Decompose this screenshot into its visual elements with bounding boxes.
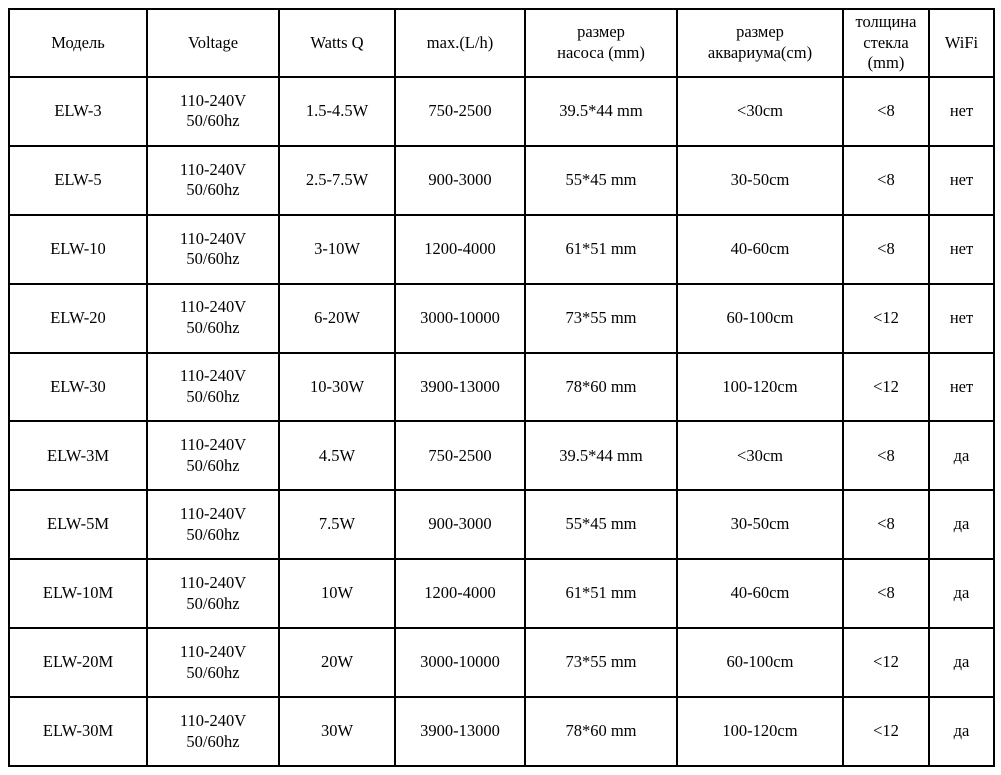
column-header-glass-thickness: [843, 9, 929, 77]
cell-wifi: нет: [929, 146, 994, 215]
column-header-glass-thickness-line1: толщина: [855, 12, 917, 31]
cell-voltage-line2: 50/60hz: [186, 111, 240, 131]
cell-watts: 2.5-7.5W: [279, 146, 395, 215]
cell-wifi: нет: [929, 284, 994, 353]
column-header-pump-size-line2: насоса (mm): [557, 42, 645, 62]
column-header-aquarium-size-line2: аквариума(cm): [707, 42, 813, 62]
cell-aquarium-size: 100-120cm: [677, 697, 843, 766]
cell-voltage-line1: 110-240V: [179, 573, 247, 593]
cell-model: ELW-5: [9, 146, 147, 215]
cell-wifi: да: [929, 697, 994, 766]
cell-voltage: [147, 697, 279, 766]
column-header-pump-size-line1: размер: [577, 22, 625, 42]
cell-pump-size: 61*51 mm: [525, 215, 677, 284]
table-row: [9, 421, 994, 490]
cell-model: ELW-10: [9, 215, 147, 284]
column-header-wifi: WiFi: [929, 9, 994, 77]
cell-aquarium-size: 60-100cm: [677, 284, 843, 353]
cell-aquarium-size: 40-60cm: [677, 559, 843, 628]
cell-pump-size: 39.5*44 mm: [525, 77, 677, 146]
column-header-aquarium-size: [677, 9, 843, 77]
column-header-pump-size: [525, 9, 677, 77]
cell-voltage-line1: 110-240V: [179, 710, 247, 730]
cell-voltage: [147, 628, 279, 697]
cell-max-flow: 1200-4000: [395, 559, 525, 628]
cell-pump-size: 73*55 mm: [525, 628, 677, 697]
cell-pump-size: 78*60 mm: [525, 697, 677, 766]
cell-voltage-line1: 110-240V: [179, 641, 247, 661]
table-row: [9, 697, 994, 766]
column-header-glass-thickness-line2: стекла: [863, 32, 909, 52]
cell-wifi: да: [929, 628, 994, 697]
cell-watts: 7.5W: [279, 490, 395, 559]
cell-watts: 10-30W: [279, 353, 395, 422]
column-header-voltage: Voltage: [147, 9, 279, 77]
cell-model: ELW-30: [9, 353, 147, 422]
cell-pump-size: 39.5*44 mm: [525, 421, 677, 490]
table-header-row: [9, 9, 994, 77]
cell-max-flow: 3900-13000: [395, 697, 525, 766]
cell-model: ELW-5M: [9, 490, 147, 559]
cell-glass-thickness: <12: [843, 697, 929, 766]
cell-glass-thickness: <12: [843, 353, 929, 422]
cell-pump-size: 55*45 mm: [525, 490, 677, 559]
cell-max-flow: 750-2500: [395, 421, 525, 490]
cell-max-flow: 3000-10000: [395, 628, 525, 697]
cell-voltage-line2: 50/60hz: [186, 731, 240, 751]
cell-voltage: [147, 353, 279, 422]
table-body: [9, 77, 994, 766]
cell-watts: 20W: [279, 628, 395, 697]
cell-voltage-line2: 50/60hz: [186, 386, 240, 406]
column-header-aquarium-size-line1: размер: [736, 22, 784, 42]
cell-wifi: нет: [929, 353, 994, 422]
table-row: [9, 353, 994, 422]
table-row: [9, 146, 994, 215]
product-specification-table: [8, 8, 995, 767]
table-row: [9, 559, 994, 628]
table-row: [9, 490, 994, 559]
cell-voltage-line2: 50/60hz: [186, 318, 240, 338]
cell-wifi: да: [929, 559, 994, 628]
cell-glass-thickness: <12: [843, 628, 929, 697]
cell-pump-size: 78*60 mm: [525, 353, 677, 422]
cell-voltage-line2: 50/60hz: [186, 524, 240, 544]
cell-max-flow: 750-2500: [395, 77, 525, 146]
cell-aquarium-size: 60-100cm: [677, 628, 843, 697]
cell-voltage: [147, 421, 279, 490]
column-header-model: Модель: [9, 9, 147, 77]
cell-voltage-line2: 50/60hz: [186, 455, 240, 475]
cell-model: ELW-3: [9, 77, 147, 146]
cell-watts: 30W: [279, 697, 395, 766]
cell-voltage-line2: 50/60hz: [186, 662, 240, 682]
cell-voltage: [147, 215, 279, 284]
cell-watts: 4.5W: [279, 421, 395, 490]
cell-aquarium-size: 100-120cm: [677, 353, 843, 422]
table-row: [9, 628, 994, 697]
cell-voltage: [147, 146, 279, 215]
column-header-glass-thickness-line3: (mm): [867, 53, 905, 73]
cell-voltage: [147, 77, 279, 146]
cell-model: ELW-20: [9, 284, 147, 353]
cell-voltage: [147, 284, 279, 353]
cell-voltage-line2: 50/60hz: [186, 593, 240, 613]
cell-glass-thickness: <8: [843, 146, 929, 215]
cell-watts: 10W: [279, 559, 395, 628]
cell-pump-size: 55*45 mm: [525, 146, 677, 215]
cell-aquarium-size: <30cm: [677, 77, 843, 146]
cell-voltage-line2: 50/60hz: [186, 180, 240, 200]
cell-aquarium-size: 40-60cm: [677, 215, 843, 284]
cell-voltage-line1: 110-240V: [179, 366, 247, 386]
cell-wifi: да: [929, 490, 994, 559]
cell-pump-size: 73*55 mm: [525, 284, 677, 353]
cell-voltage-line1: 110-240V: [179, 435, 247, 455]
cell-max-flow: 3000-10000: [395, 284, 525, 353]
cell-max-flow: 900-3000: [395, 490, 525, 559]
cell-max-flow: 900-3000: [395, 146, 525, 215]
cell-model: ELW-20M: [9, 628, 147, 697]
table-header: [9, 9, 994, 77]
cell-glass-thickness: <8: [843, 421, 929, 490]
cell-wifi: нет: [929, 77, 994, 146]
cell-glass-thickness: <8: [843, 559, 929, 628]
cell-aquarium-size: <30cm: [677, 421, 843, 490]
cell-wifi: нет: [929, 215, 994, 284]
column-header-watts: Watts Q: [279, 9, 395, 77]
cell-glass-thickness: <8: [843, 77, 929, 146]
cell-model: ELW-3M: [9, 421, 147, 490]
cell-voltage: [147, 559, 279, 628]
cell-model: ELW-30M: [9, 697, 147, 766]
cell-voltage-line1: 110-240V: [179, 90, 247, 110]
cell-glass-thickness: <8: [843, 215, 929, 284]
cell-watts: 3-10W: [279, 215, 395, 284]
cell-model: ELW-10M: [9, 559, 147, 628]
table-row: [9, 77, 994, 146]
cell-voltage-line1: 110-240V: [179, 297, 247, 317]
table-row: [9, 215, 994, 284]
cell-glass-thickness: <8: [843, 490, 929, 559]
cell-voltage-line2: 50/60hz: [186, 249, 240, 269]
cell-voltage-line1: 110-240V: [179, 504, 247, 524]
cell-glass-thickness: <12: [843, 284, 929, 353]
cell-voltage-line1: 110-240V: [179, 159, 247, 179]
cell-watts: 6-20W: [279, 284, 395, 353]
cell-watts: 1.5-4.5W: [279, 77, 395, 146]
cell-voltage: [147, 490, 279, 559]
cell-pump-size: 61*51 mm: [525, 559, 677, 628]
cell-max-flow: 3900-13000: [395, 353, 525, 422]
cell-wifi: да: [929, 421, 994, 490]
table-row: [9, 284, 994, 353]
cell-aquarium-size: 30-50cm: [677, 146, 843, 215]
column-header-max-flow: max.(L/h): [395, 9, 525, 77]
cell-max-flow: 1200-4000: [395, 215, 525, 284]
cell-aquarium-size: 30-50cm: [677, 490, 843, 559]
cell-voltage-line1: 110-240V: [179, 228, 247, 248]
